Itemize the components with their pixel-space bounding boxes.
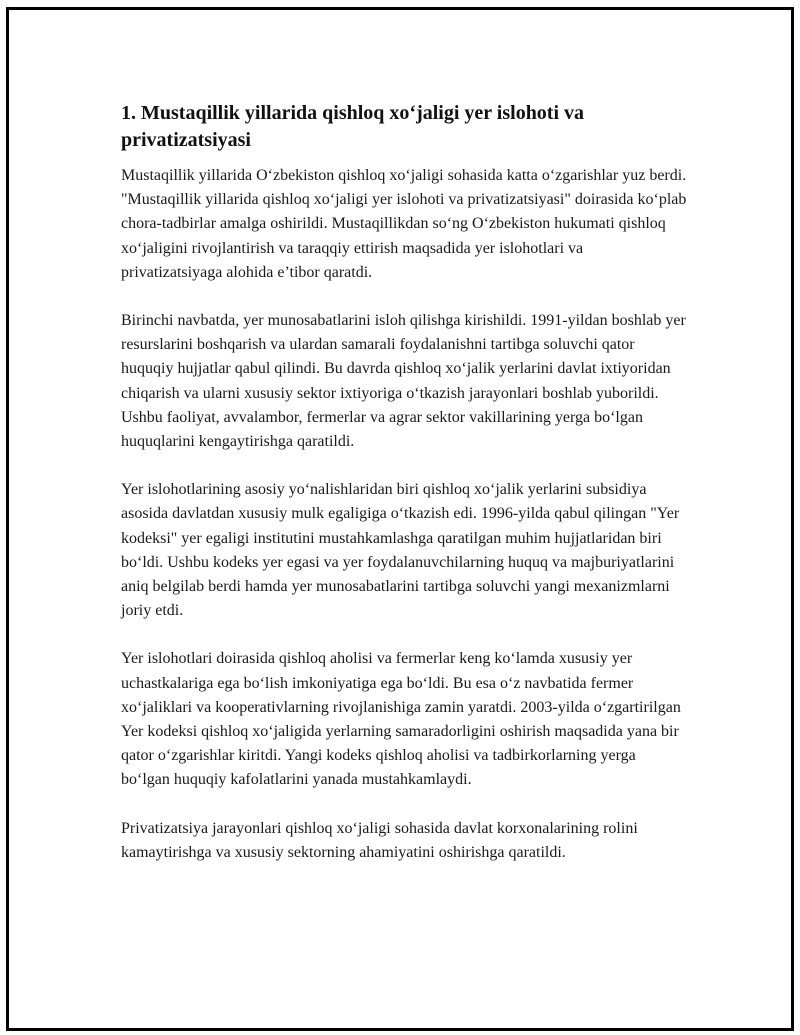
- paragraph-5: Privatizatsiya jarayonlari qishloq xo‘jaligi sohasida davlat korxonalarining rolini kamaytirishga va xususiy sektorning ahamiyatini oshirishga qaratildi.: [121, 819, 638, 861]
- paragraph-4: Yer islohotlari doirasida qishloq aholisi va fermerlar keng ko‘lamda xususiy yer uchastkalariga ega bo‘lish imkoniyatiga ega bo‘ldi. Bu esa o‘z navbatida fermer xo‘jaliklari va kooperativlarning rivojlanishiga zamin yaratdi. 2003-yilda o‘zgartirilgan Yer kodeksi qishloq xo‘jaligida yerlarning samaradorligini oshirish maqsadida yana bir qator o‘zgarishlar kiritdi. Yangi kodeks qishloq aholisi va tadbirkorlarning yerga bo‘lgan huquqiy kafolatlarini yanada mustahkamlaydi.: [121, 650, 681, 789]
- paragraph-2: Birinchi navbatda, yer munosabatlarini isloh qilishga kirishildi. 1991-yildan boshlab yer resurslarini boshqarish va ulardan samarali foydalanishni tartibga soluvchi qator huquqiy hujjatlar qabul qilindi. Bu davrda qishloq xo‘jalik yerlarini davlat ixtiyoridan chiqarish va ularni xususiy sektor ixtiyoriga o‘tkazish jarayonlari boshlab yuborildi. Ushbu faoliyat, avvalambor, fermerlar va agrar sektor vakillarining yerga bo‘lgan huquqlarini kengaytirishga qaratildi.: [121, 312, 686, 451]
- document-body: [121, 100, 687, 889]
- section-heading: 1. Mustaqillik yillarida qishloq xo‘jaligi yer islohoti va privatizatsiyasi: [121, 102, 585, 151]
- paragraph-1: Mustaqillik yillarida O‘zbekiston qishloq xo‘jaligi sohasida katta o‘zgarishlar yuz berdi. "Mustaqillik yillarida qishloq xo‘jaligi yer islohoti va privatizatsiyasi" doirasida ko‘plab chora-tadbirlar amalga oshirildi. Mustaqillikdan so‘ng O‘zbekiston hukumati qishloq xo‘jaligini rivojlantirish va taraqqiy ettirish maqsadida yer islohotlari va privatizatsiyaga alohida e’tibor qaratdi.: [121, 167, 687, 281]
- paragraph-3: Yer islohotlarining asosiy yo‘nalishlaridan biri qishloq xo‘jalik yerlarini subsidiya asosida davlatdan xususiy mulk egaligiga o‘tkazish edi. 1996-yilda qabul qilingan "Yer kodeksi" yer egaligi institutini mustahkamlashga qaratilgan muhim hujjatlaridan biri bo‘ldi. Ushbu kodeks yer egasi va yer foydalanuvchilarning huquq va majburiyatlarini aniq belgilab berdi hamda yer munosabatlarini tartibga soluvchi yangi mexanizmlarni joriy etdi.: [121, 481, 680, 620]
- page-border: [6, 7, 794, 1031]
